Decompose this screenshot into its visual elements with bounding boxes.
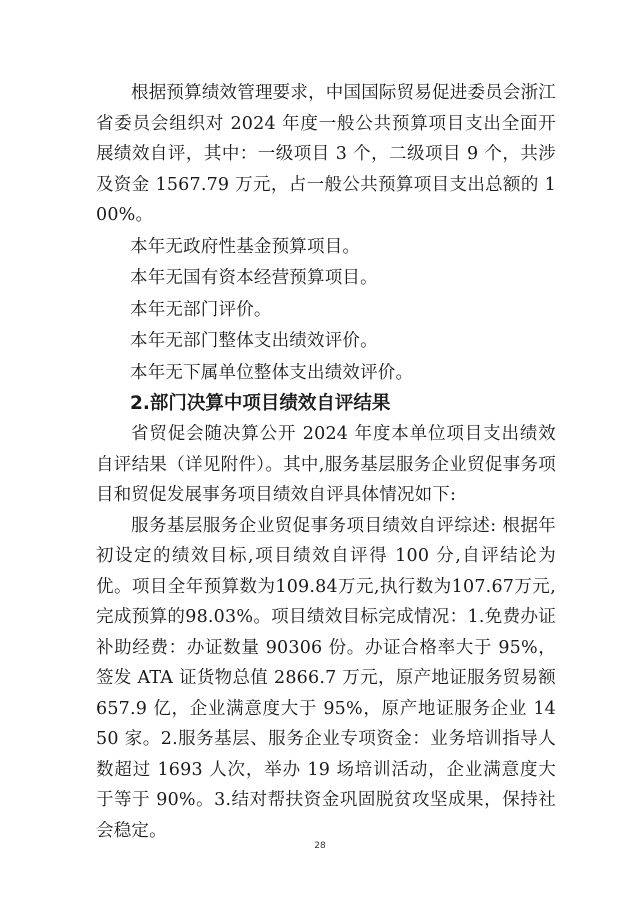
section-paragraph-2: 服务基层服务企业贸促事务项目绩效自评综述: 根据年初设定的绩效目标,项目绩效自评得 100 分,自评结论为优。项目全年预算数为109.84万元,执行数为107.67万元,完成预算的98.03%。项目绩效目标完成情况：1.免费办证补助经费：办证数量 90306 份。办证合格率大于 95%，签发 ATA 证货物总值 2866.7 万元，原产地证服务贸易额 657.9 亿，企业满意度大于 95%，原产地证服务企业 1450 家。2.服务基层、服务企业专项资金：业务培训指导人数超过 1693 人次，举办 19 场培训活动，企业满意度大于等于 90%。3.结对帮扶资金巩固脱贫攻坚成果，保持社会稳定。	[96, 515, 556, 841]
section-paragraph-1: 省贸促会随决算公开 2024 年度本单位项目支出绩效自评结果（详见附件）。其中,服务基层服务企业贸促事务项目和贸促发展事务项目绩效自评具体情况如下:	[96, 424, 556, 505]
page-number: 28	[314, 841, 326, 851]
body-text	[96, 78, 556, 846]
section-heading: 2.部门决算中项目绩效自评结果	[130, 393, 391, 414]
intro-paragraph: 根据预算绩效管理要求，中国国际贸易促进委员会浙江省委员会组织对 2024 年度一般公共预算项目支出全面开展绩效自评，其中：一级项目 3 个，二级项目 9 个，共涉及资金 1567.79 万元，占一般公共预算项目支出总额的 100%。	[96, 83, 556, 225]
note-no-subordinate-evaluation: 本年无下属单位整体支出绩效评价。	[130, 362, 414, 383]
note-no-government-fund: 本年无政府性基金预算项目。	[130, 236, 361, 257]
note-no-overall-evaluation: 本年无部门整体支出绩效评价。	[130, 331, 378, 351]
note-no-department-evaluation: 本年无部门评价。	[130, 299, 272, 320]
note-no-state-capital: 本年无国有资本经营预算项目。	[130, 268, 378, 288]
